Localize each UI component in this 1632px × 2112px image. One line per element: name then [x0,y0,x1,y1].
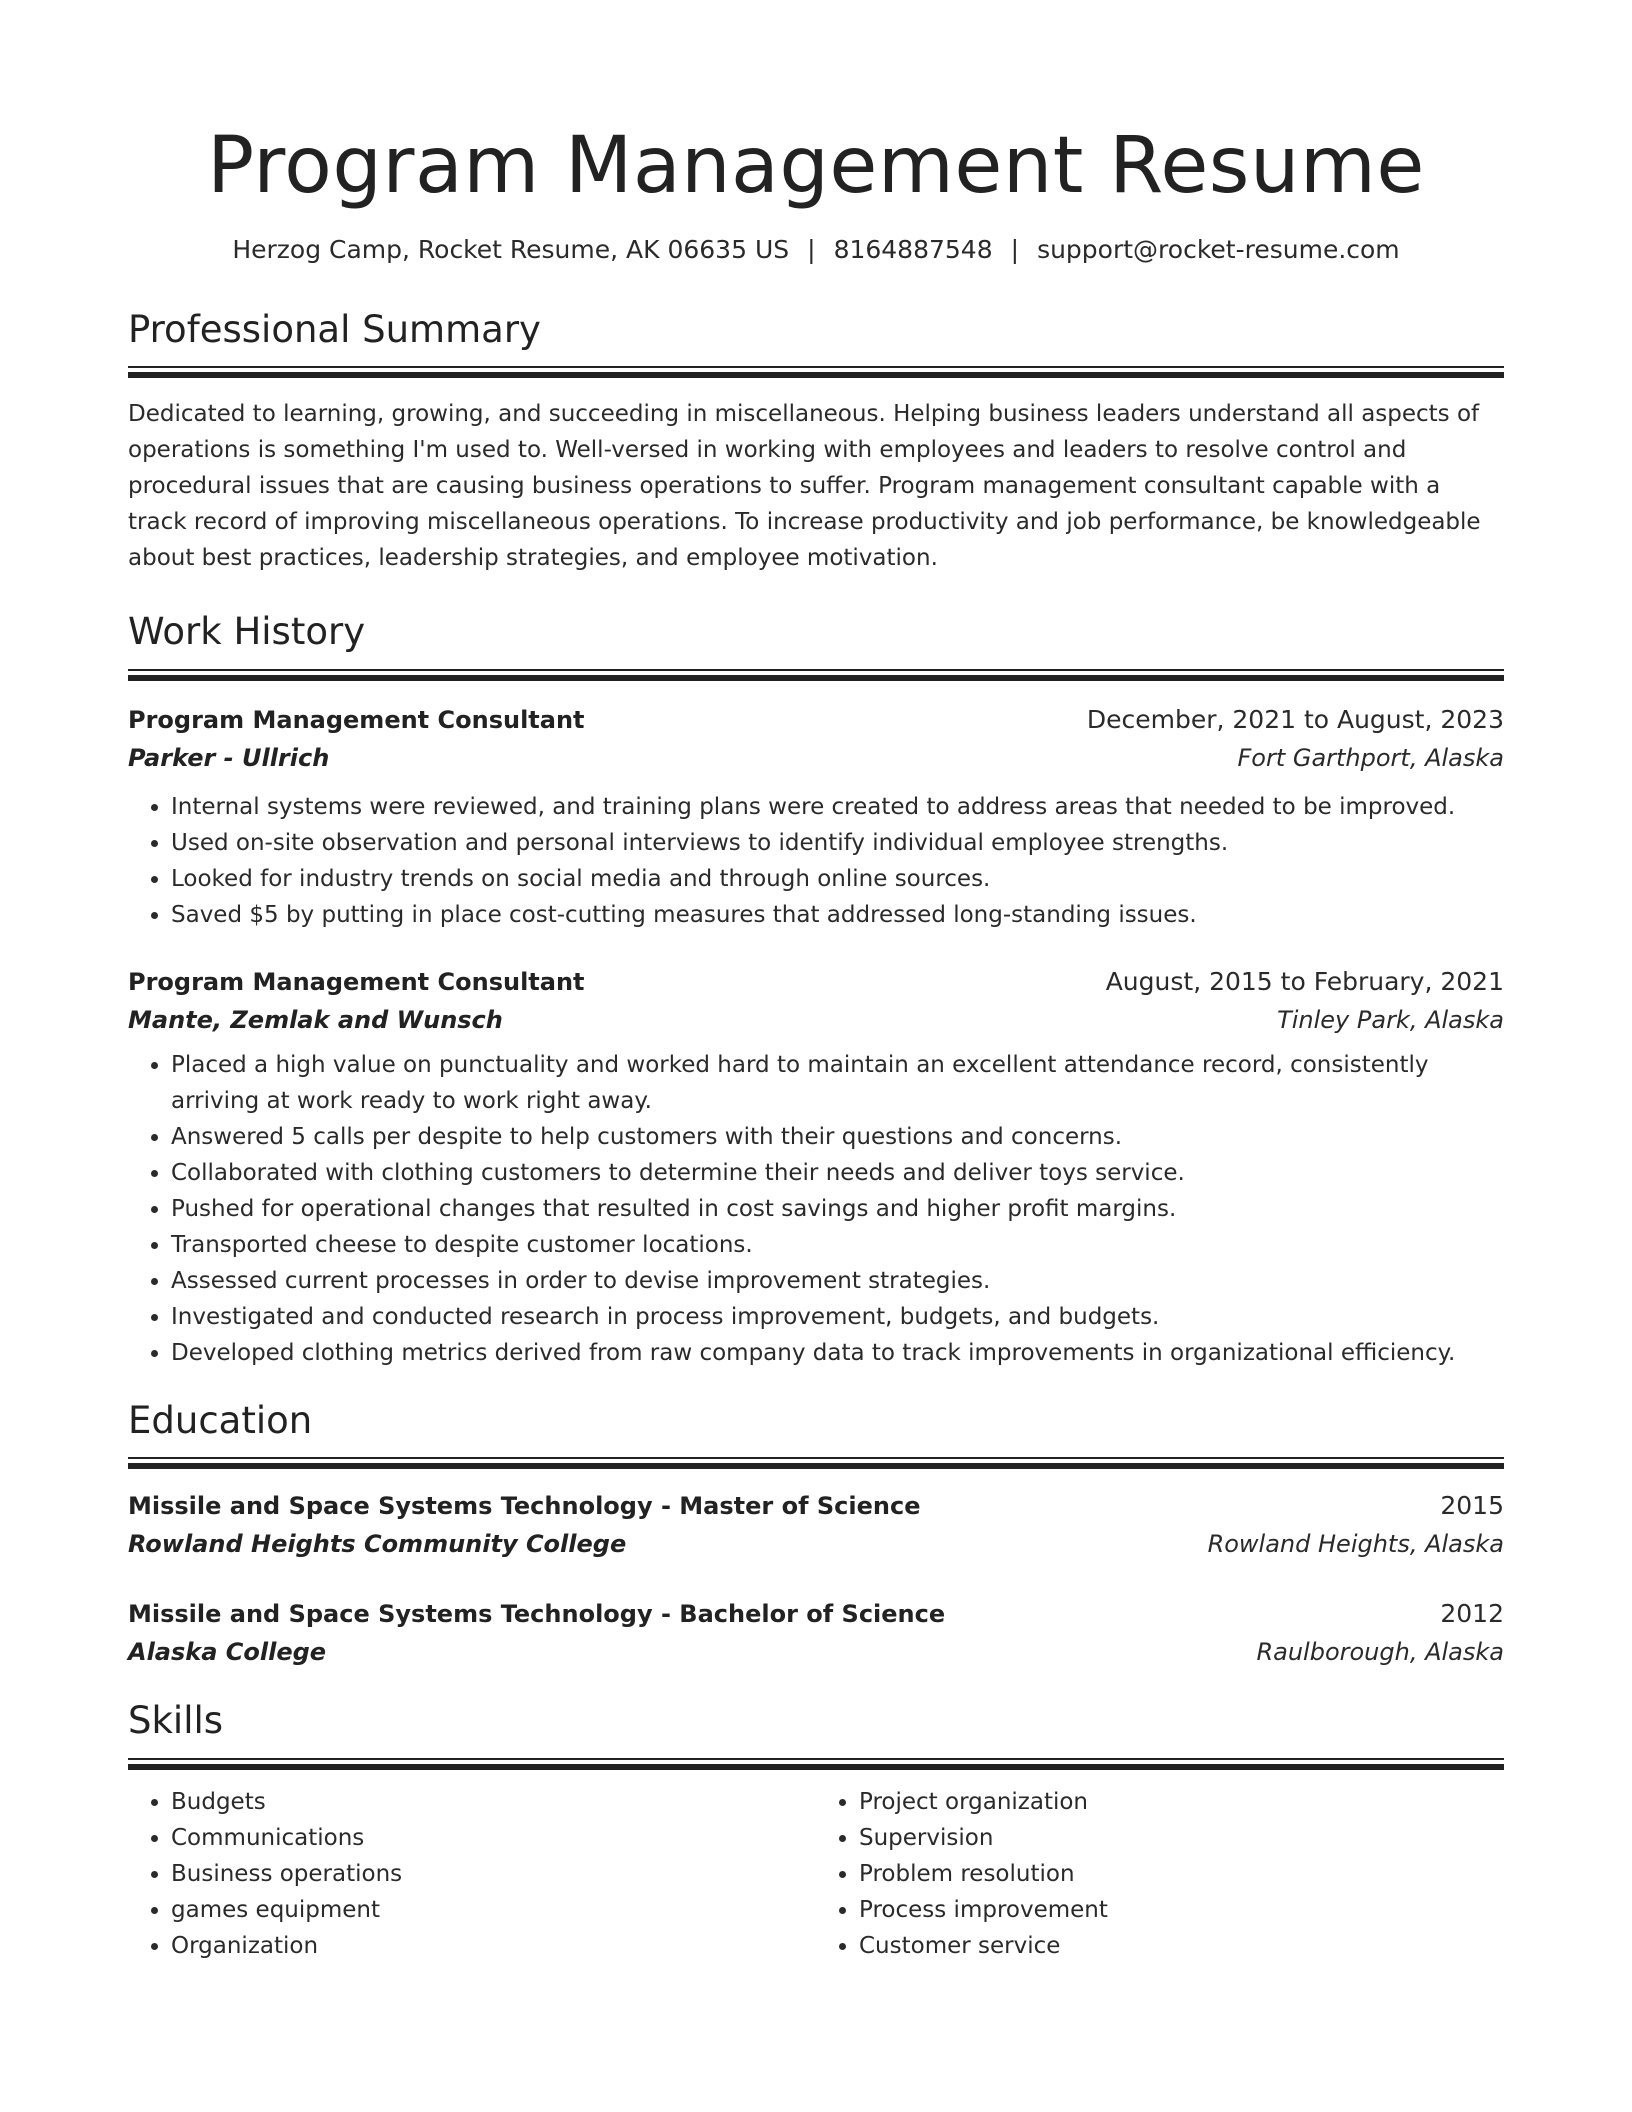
education-location: Raulborough, Alaska [1256,1638,1504,1667]
education-year: 2015 [1440,1491,1504,1521]
job-location: Tinley Park, Alaska [1277,1005,1504,1034]
section-divider-thick [128,1764,1504,1770]
skill-item: • Customer service [859,1928,1504,1964]
skill-item: • Project organization [859,1784,1504,1820]
job-dates: August, 2015 to February, 2021 [1105,966,1504,996]
education-entry [128,1595,1504,1671]
skills-column-left [128,1784,816,1964]
education-heading: Education [128,1398,313,1442]
skill-item: • Process improvement [859,1892,1504,1928]
section-divider [128,669,1504,671]
section-divider-thick [128,1463,1504,1469]
job-bullet: • Assessed current processes in order to devise improvement strategies. [171,1263,1504,1299]
job-bullet: • Looked for industry trends on social media and through online sources. [171,861,1504,897]
job-title: Program Management Consultant [128,705,585,734]
contact-separator: | [807,234,816,264]
summary-heading: Professional Summary [128,308,541,352]
job-title: Program Management Consultant [128,967,585,996]
section-divider [128,1457,1504,1459]
job-location: Fort Garthport, Alaska [1237,743,1504,772]
skills-section-header [128,1699,1504,1769]
page-title: Program Management Resume [207,121,1425,211]
contact-line [128,234,1504,267]
summary-section-header [128,308,1504,378]
section-divider-thick [128,372,1504,378]
contact-email: support@rocket-resume.com [1037,234,1400,264]
section-divider [128,366,1504,368]
skill-item: • Business operations [171,1856,816,1892]
summary-text: Dedicated to learning, growing, and succeeding in miscellaneous. Helping business leaders understand all aspects of operations is something I'm used to. Well-versed in working with employees and leaders to resolve control and procedural issues that are causing business operations to suffer. Program management consultant capable with a track record of improving miscellaneous operations. To increase productivity and job performance, be knowledgeable about best practices, leadership strategies, and employee motivation. [128,401,1481,572]
contact-separator: | [1010,234,1020,264]
job-bullet: • Investigated and conducted research in process improvement, budgets, and budgets. [171,1299,1504,1335]
job-company: Parker - Ullrich [128,743,330,772]
job-bullets [128,1047,1504,1371]
job-bullet: • Collaborated with clothing customers to determine their needs and deliver toys service. [171,1155,1504,1191]
job-bullet: • Answered 5 calls per despite to help customers with their questions and concerns. [171,1119,1504,1155]
section-divider [128,1758,1504,1760]
education-school: Rowland Heights Community College [128,1530,627,1559]
education-school: Alaska College [128,1638,327,1667]
job-bullet: • Pushed for operational changes that resulted in cost savings and higher profit margins. [171,1191,1504,1227]
job-bullet: • Transported cheese to despite customer locations. [171,1227,1504,1263]
skills-column-right [816,1784,1504,1964]
work-heading: Work History [128,610,366,654]
job-entry [128,963,1504,1371]
contact-address: Herzog Camp, Rocket Resume, AK 06635 US [232,234,790,264]
section-divider-thick [128,675,1504,681]
skill-item: • Problem resolution [859,1856,1504,1892]
skills-heading: Skills [128,1699,224,1743]
work-section-header [128,610,1504,680]
education-section-header [128,1399,1504,1469]
job-bullet: • Saved $5 by putting in place cost-cutting measures that addressed long-standing issues. [171,897,1504,933]
education-year: 2012 [1440,1599,1504,1629]
contact-phone: 8164887548 [833,234,993,264]
skill-item: • Budgets [171,1784,816,1820]
job-bullets [128,789,1504,933]
education-degree: Missile and Space Systems Technology - Bachelor of Science [128,1600,946,1629]
job-company: Mante, Zemlak and Wunsch [128,1005,503,1034]
job-bullet: • Used on-site observation and personal interviews to identify individual employee strengths. [171,825,1504,861]
skill-item: • Communications [171,1820,816,1856]
skill-item: • Supervision [859,1820,1504,1856]
job-bullet: • Internal systems were reviewed, and training plans were created to address areas that needed to be improved. [171,789,1504,825]
job-bullet: • Developed clothing metrics derived from raw company data to track improvements in organizational efficiency. [171,1335,1504,1371]
skill-item: • games equipment [171,1892,816,1928]
job-dates: December, 2021 to August, 2023 [1086,704,1504,734]
education-entry [128,1487,1504,1563]
skills-list [128,1784,1504,1964]
education-location: Rowland Heights, Alaska [1207,1530,1504,1559]
education-degree: Missile and Space Systems Technology - Master of Science [128,1492,921,1521]
job-bullet: • Placed a high value on punctuality and worked hard to maintain an excellent attendance record, consistently arriving at work ready to work right away. [171,1047,1504,1119]
job-entry [128,701,1504,933]
skill-item: • Organization [171,1928,816,1964]
